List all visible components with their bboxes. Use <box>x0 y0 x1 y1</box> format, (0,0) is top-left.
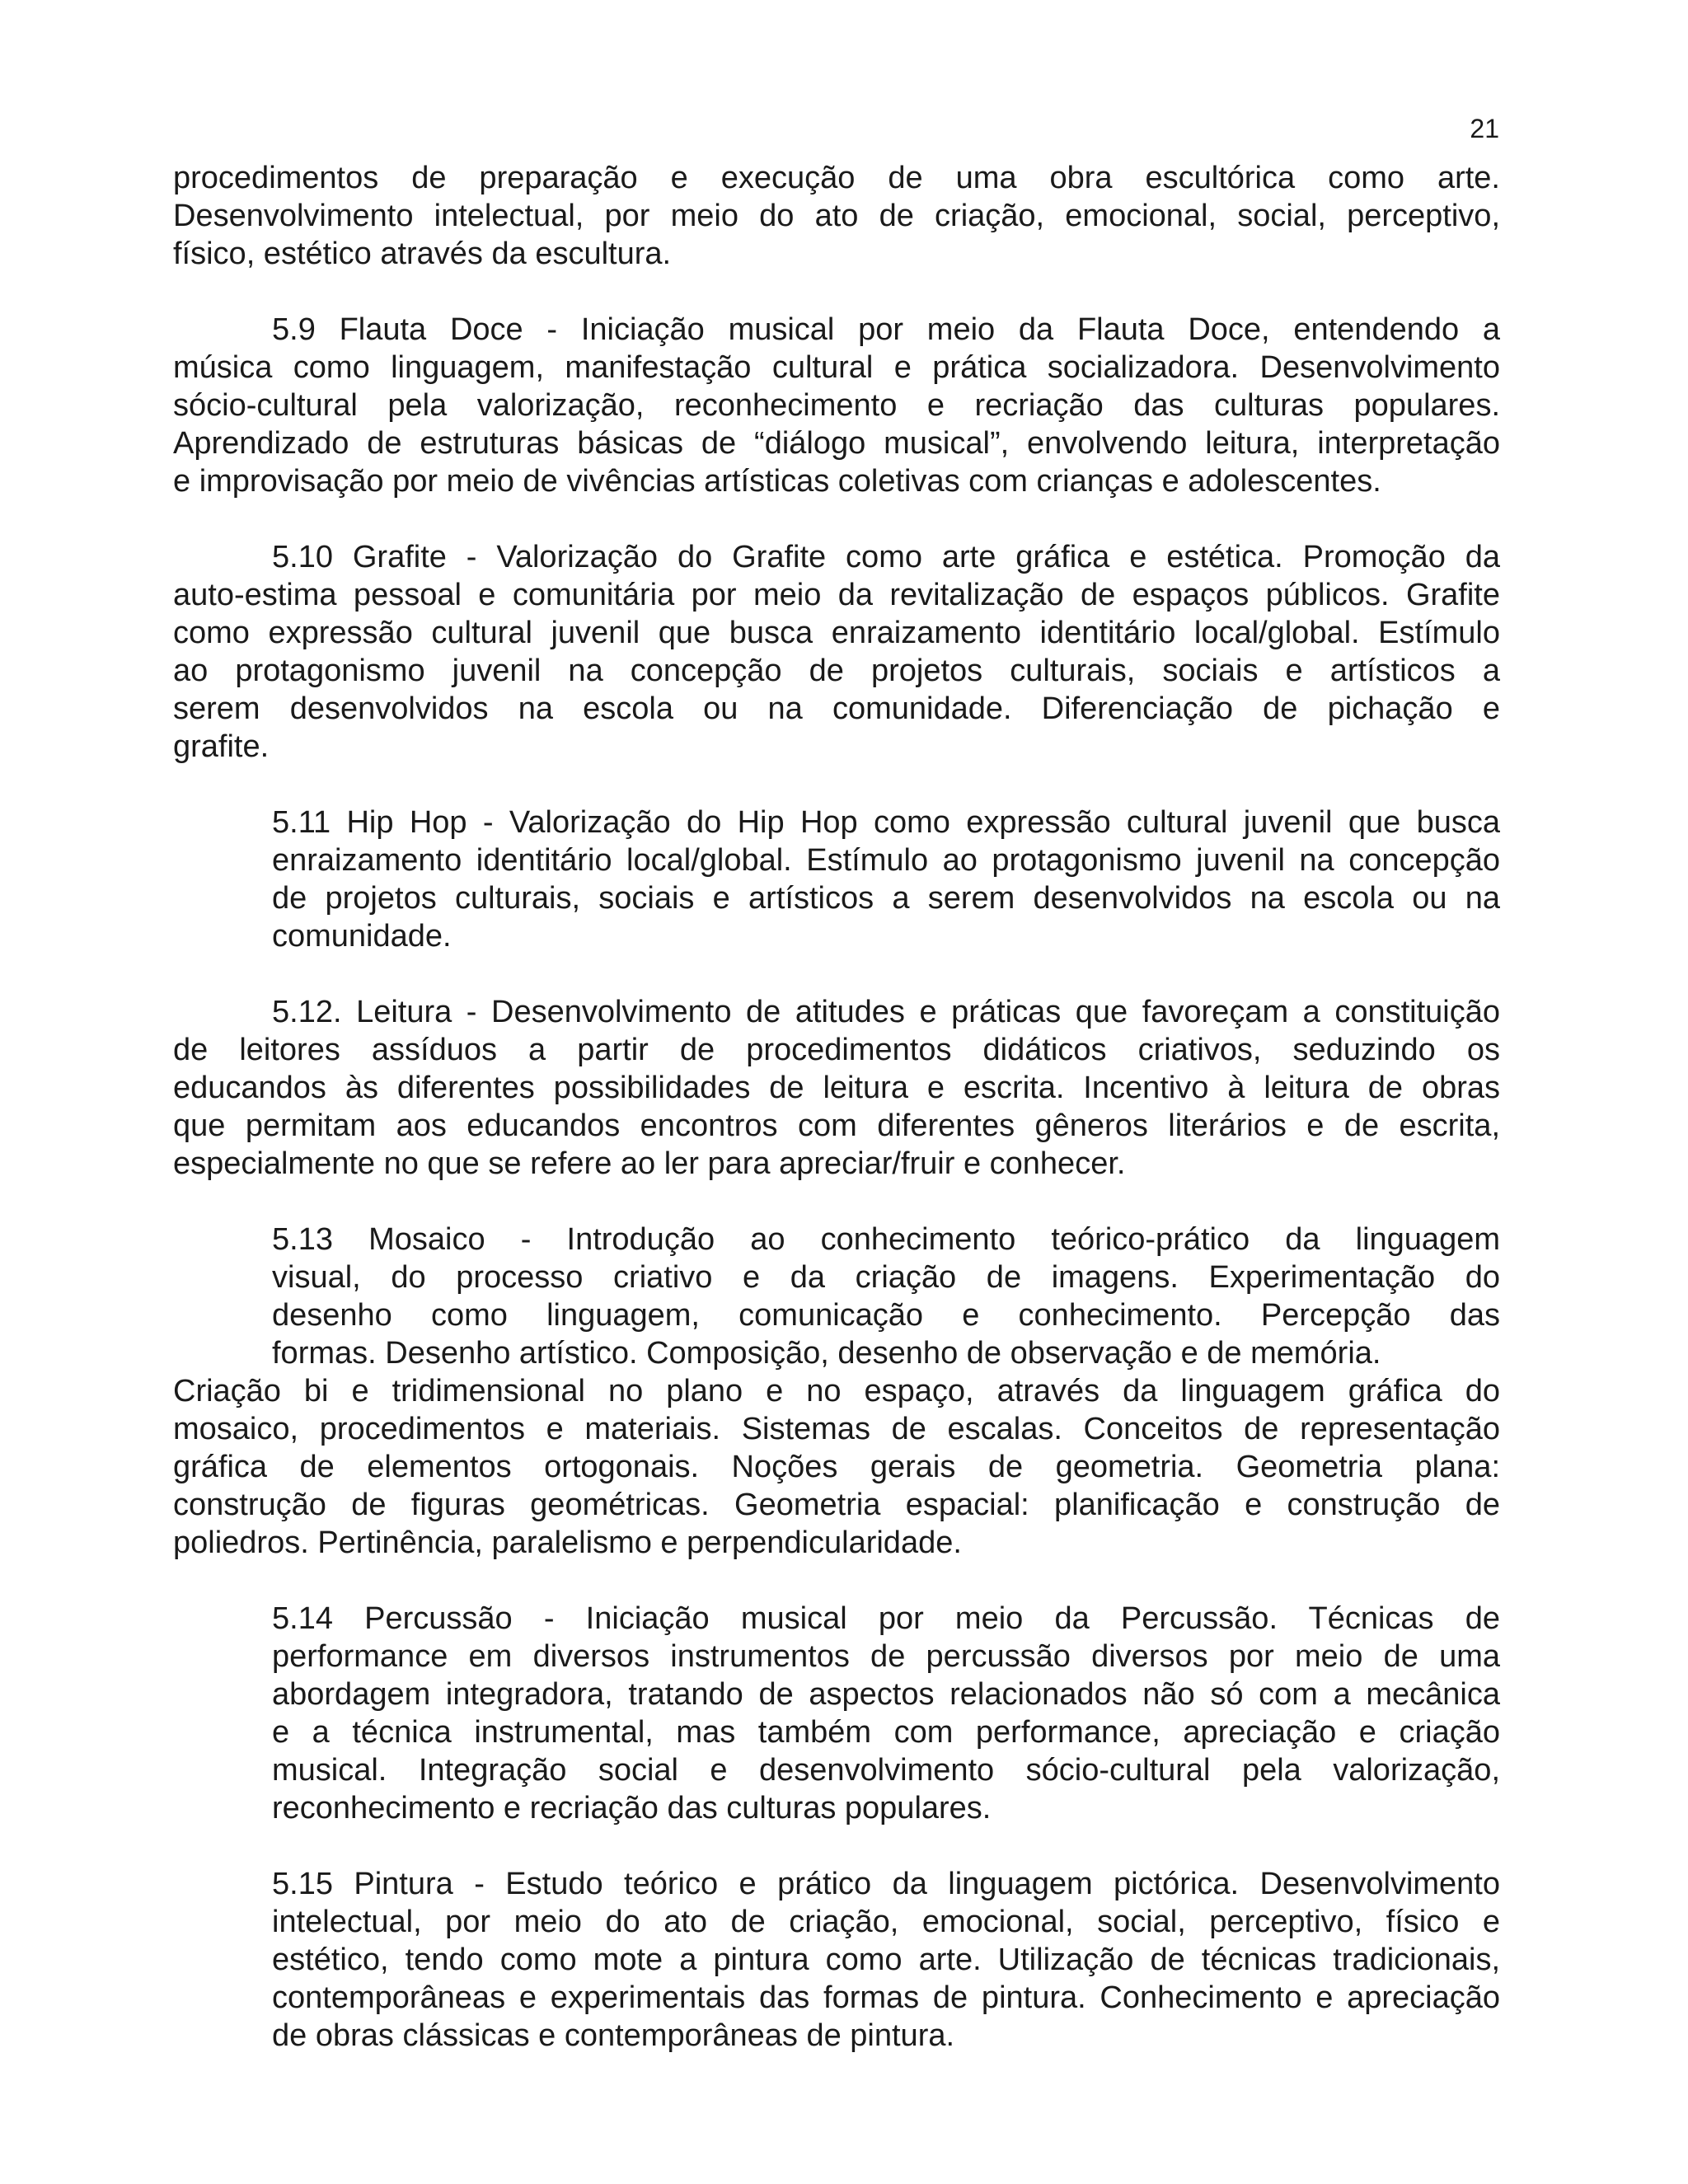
paragraph-mosaico <box>173 1221 1500 1562</box>
text-line: grafite. <box>173 729 270 764</box>
page-number: 21 <box>1470 114 1499 143</box>
text-line: poliedros. Pertinência, paralelismo e perpendicularidade. <box>173 1526 962 1560</box>
text-line: Desenvolvimento intelectual, por meio do ato de criação, emocional, social, perceptivo, <box>173 199 1500 233</box>
text-line: formas. Desenho artístico. Composição, desenho de observação e de memória. <box>272 1336 1381 1371</box>
text-line: abordagem integradora, tratando de aspectos relacionados não só com a mecânica <box>272 1677 1500 1712</box>
paragraph-hip-hop <box>173 804 1500 955</box>
text-line: intelectual, por meio do ato de criação, emocional, social, perceptivo, físico e <box>272 1905 1500 1939</box>
document-body <box>173 159 1500 2055</box>
text-line: que permitam aos educandos encontros com diferentes gêneros literários e de escrita, <box>173 1108 1500 1143</box>
text-line: auto-estima pessoal e comunitária por meio da revitalização de espaços públicos. Grafite <box>173 578 1500 612</box>
paragraph-percussao <box>173 1600 1500 1827</box>
paragraph-grafite <box>173 538 1500 766</box>
paragraph-gap <box>173 1827 1500 1865</box>
text-line: Aprendizado de estruturas básicas de “diálogo musical”, envolvendo leitura, interpretação <box>173 426 1500 461</box>
text-line: sócio-cultural pela valorização, reconhecimento e recriação das culturas populares. <box>173 388 1500 423</box>
paragraph-gap <box>173 1183 1500 1221</box>
text-line: 5.11 Hip Hop - Valorização do Hip Hop como expressão cultural juvenil que busca <box>272 805 1500 840</box>
paragraph-escultura-end <box>173 159 1500 273</box>
paragraph-pintura <box>173 1865 1500 2055</box>
text-line: 5.14 Percussão - Iniciação musical por meio da Percussão. Técnicas de <box>272 1601 1500 1636</box>
text-line: 5.13 Mosaico - Introdução ao conhecimento teórico-prático da linguagem <box>272 1222 1500 1257</box>
paragraph-gap <box>173 766 1500 804</box>
text-line: e a técnica instrumental, mas também com performance, apreciação e criação <box>272 1715 1500 1750</box>
text-line: comunidade. <box>272 919 452 954</box>
text-line: mosaico, procedimentos e materiais. Sistemas de escalas. Conceitos de representação <box>173 1412 1500 1446</box>
text-line: música como linguagem, manifestação cultural e prática socializadora. Desenvolvimento <box>173 350 1500 385</box>
text-line: ao protagonismo juvenil na concepção de projetos culturais, sociais e artísticos a <box>173 654 1500 688</box>
text-line: educandos às diferentes possibilidades de leitura e escrita. Incentivo à leitura de obras <box>173 1071 1500 1105</box>
text-line: construção de figuras geométricas. Geometria espacial: planificação e construção de <box>173 1488 1500 1522</box>
text-line: procedimentos de preparação e execução de uma obra escultórica como arte. <box>173 161 1500 195</box>
text-line: visual, do processo criativo e da criação de imagens. Experimentação do <box>272 1260 1500 1295</box>
text-line: contemporâneas e experimentais das formas de pintura. Conhecimento e apreciação <box>272 1980 1500 2015</box>
text-line: de obras clássicas e contemporâneas de pintura. <box>272 2018 955 2053</box>
paragraph-gap <box>173 1562 1500 1600</box>
text-line: de projetos culturais, sociais e artísticos a serem desenvolvidos na escola ou na <box>272 881 1500 916</box>
text-line: estético, tendo como mote a pintura como arte. Utilização de técnicas tradicionais, <box>272 1943 1500 1977</box>
paragraph-flauta-doce <box>173 311 1500 500</box>
text-line: de leitores assíduos a partir de procedimentos didáticos criativos, seduzindo os <box>173 1033 1500 1067</box>
text-line: físico, estético através da escultura. <box>173 237 672 271</box>
text-line: e improvisação por meio de vivências artísticas coletivas com crianças e adolescentes. <box>173 464 1381 499</box>
text-line: 5.12. Leitura - Desenvolvimento de atitudes e práticas que favoreçam a constituição <box>272 995 1500 1029</box>
text-line: serem desenvolvidos na escola ou na comunidade. Diferenciação de pichação e <box>173 691 1500 726</box>
text-line: desenho como linguagem, comunicação e conhecimento. Percepção das <box>272 1298 1500 1333</box>
paragraph-leitura <box>173 993 1500 1183</box>
text-line: especialmente no que se refere ao ler para apreciar/fruir e conhecer. <box>173 1146 1126 1181</box>
text-line: 5.15 Pintura - Estudo teórico e prático da linguagem pictórica. Desenvolvimento <box>272 1867 1500 1901</box>
text-line: musical. Integração social e desenvolvimento sócio-cultural pela valorização, <box>272 1753 1500 1788</box>
paragraph-gap <box>173 955 1500 993</box>
text-line: Criação bi e tridimensional no plano e no espaço, através da linguagem gráfica do <box>173 1374 1500 1408</box>
text-line: enraizamento identitário local/global. Estímulo ao protagonismo juvenil na concepção <box>272 843 1500 878</box>
text-line: como expressão cultural juvenil que busca enraizamento identitário local/global. Estímulo <box>173 616 1500 650</box>
text-line: reconhecimento e recriação das culturas populares. <box>272 1791 992 1825</box>
text-line: performance em diversos instrumentos de percussão diversos por meio de uma <box>272 1639 1500 1674</box>
paragraph-gap <box>173 500 1500 538</box>
text-line: gráfica de elementos ortogonais. Noções gerais de geometria. Geometria plana: <box>173 1450 1500 1484</box>
paragraph-gap <box>173 273 1500 311</box>
text-line: 5.10 Grafite - Valorização do Grafite como arte gráfica e estética. Promoção da <box>272 540 1500 574</box>
text-line: 5.9 Flauta Doce - Iniciação musical por meio da Flauta Doce, entendendo a <box>272 312 1500 347</box>
